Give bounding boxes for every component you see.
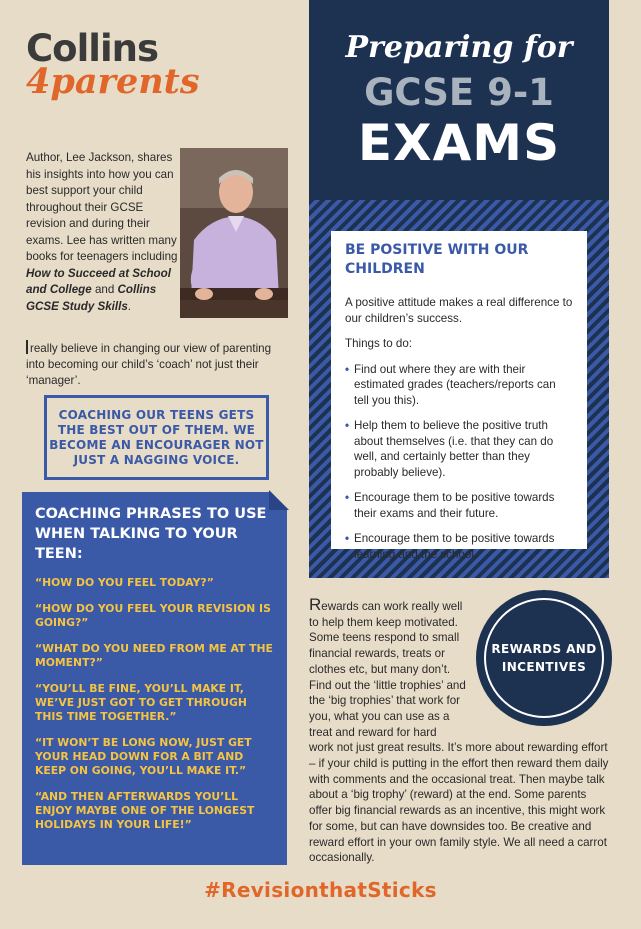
coach-quote bbox=[26, 340, 286, 389]
list-item bbox=[345, 418, 573, 480]
collins-4parents-logo bbox=[26, 27, 200, 102]
coaching-phrases-title: COACHING PHRASES TO USE WHEN TALKING TO YOUR TEEN: bbox=[35, 506, 267, 562]
things-to-do-label: Things to do: bbox=[345, 337, 413, 350]
list-item bbox=[345, 531, 573, 562]
rewards-text-wide: work not just great results. It’s more about rewarding effort – if your child is putting in the effort then reward them daily with comments and the occasional treat. Then maybe talk about a ‘big trophy’ (reward) at the end. Some parents offer big financial rewards as an incentive, this might work for some, but can have downsides too. Be creative and reward effort in your own family style. We all need a carrot occasionally. bbox=[309, 741, 609, 865]
list-item bbox=[345, 362, 573, 409]
phrase-item: “HOW DO YOU FEEL TODAY?” bbox=[35, 576, 214, 589]
title-preparing: Preparing for bbox=[345, 30, 573, 65]
rewards-paragraph-start bbox=[309, 595, 469, 740]
title-exams: EXAMS bbox=[357, 114, 561, 172]
rewards-badge-ring bbox=[484, 598, 604, 718]
list-item-text: Help them to believe the positive truth about themselves (i.e. that they can do well, and certainly better than they probably believe). bbox=[354, 419, 554, 479]
bullet-icon: • bbox=[345, 532, 350, 545]
page-fold-corner bbox=[269, 490, 289, 510]
book-title-1: How to Succeed at School and College bbox=[26, 266, 171, 296]
rewards-drop-cap: R bbox=[309, 595, 322, 614]
book-title-2: Collins GCSE Study Skills bbox=[26, 283, 157, 313]
rewards-text-narrow: ewards can work really well to help them keep motivated. Some teens respond to small financial rewards, treats or clothes etc, but many don’t. Find out the ‘little trophies’ and the ‘big trophies’ that work for you, what you can use as a treat and reward for hard bbox=[309, 600, 466, 739]
phrase-item: “WHAT DO YOU NEED FROM ME AT THE MOMENT?” bbox=[35, 642, 273, 669]
intro-and: and bbox=[91, 283, 118, 296]
bullet-icon: • bbox=[345, 491, 350, 504]
title-gcse: GCSE 9-1 bbox=[364, 71, 554, 114]
intro-text: Author, Lee Jackson, shares his insights into how you can best support your child throughout their GCSE revision and during their exams. Lee has written many books for teenagers including bbox=[26, 151, 178, 263]
be-positive-intro: A positive attitude makes a real difference to our children’s success. bbox=[345, 296, 573, 325]
quote-text: really believe in changing our view of parenting into becoming our child’s ‘coach’ not just their ‘manager’. bbox=[26, 342, 272, 387]
author-photo-illustration bbox=[180, 148, 288, 318]
things-to-do-list bbox=[345, 362, 573, 563]
list-item-text: Encourage them to be positive towards learning and the school. bbox=[354, 532, 555, 561]
phrase-item: “IT WON’T BE LONG NOW, JUST GET YOUR HEAD DOWN FOR A BIT AND KEEP ON GOING, YOU’LL MAKE IT.” bbox=[35, 736, 252, 777]
title-header bbox=[309, 0, 609, 200]
phrase-item: “YOU’LL BE FINE, YOU’LL MAKE IT, WE’VE JUST GOT TO GET THROUGH THIS TIME TOGETHER.” bbox=[35, 682, 247, 723]
author-intro bbox=[26, 150, 178, 315]
hashtag-footer: #RevisionthatSticks bbox=[204, 878, 437, 902]
logo-collins-text: Collins bbox=[26, 27, 158, 70]
coaching-callout-text: COACHING OUR TEENS GETS THE BEST OUT OF THEM. WE BECOME AN ENCOURAGER NOT JUST A NAGGING VOICE. bbox=[49, 407, 264, 467]
logo-4parents-text: 4parents bbox=[26, 61, 200, 102]
list-item bbox=[345, 490, 573, 521]
coaching-phrases-panel bbox=[22, 492, 287, 865]
phrase-item: “HOW DO YOU FEEL YOUR REVISION IS GOING?” bbox=[35, 602, 271, 629]
author-photo bbox=[180, 148, 288, 318]
be-positive-panel bbox=[331, 231, 587, 561]
bullet-icon: • bbox=[345, 419, 350, 432]
phrase-item: “AND THEN AFTERWARDS YOU’LL ENJOY MAYBE ONE OF THE LONGEST HOLIDAYS IN YOUR LIFE!” bbox=[35, 790, 255, 831]
rewards-badge-text: REWARDS AND INCENTIVES bbox=[491, 642, 597, 674]
intro-end: . bbox=[127, 299, 132, 313]
quote-drop-cap bbox=[26, 340, 28, 354]
be-positive-title: BE POSITIVE WITH OUR CHILDREN bbox=[345, 242, 529, 277]
list-item-text: Encourage them to be positive towards their exams and their future. bbox=[354, 491, 555, 520]
list-item-text: Find out where they are with their estimated grades (teachers/reports can tell you this). bbox=[354, 362, 556, 407]
coaching-callout bbox=[44, 395, 269, 480]
bullet-icon: • bbox=[345, 362, 350, 376]
rewards-badge bbox=[476, 590, 612, 726]
